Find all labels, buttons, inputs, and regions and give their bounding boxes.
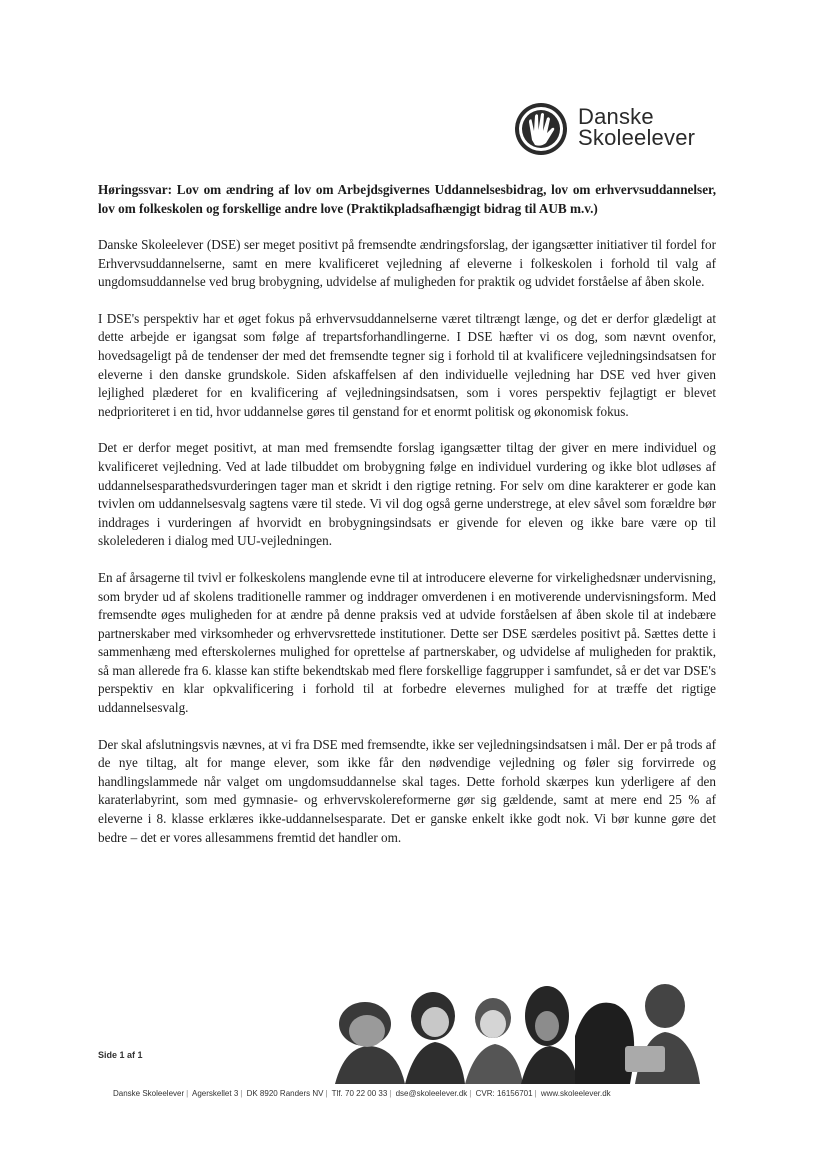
paragraph-4: En af årsagerne til tvivl er folkeskolens manglende evne til at introducere eleverne for virkelighedsnær undervisning, som bryder ud af skolens traditionelle rammer og inddrager omverdenen i en motiverende undervisningsform. Med fremsendte øges muligheden for at ændre på denne praksis ved at udvide forståelsen af åben skole til at indebære partnerskaber med virksomheder og erhvervsrettede institutioner. Dette ser DSE særdeles positivt på. Sættes dette i sammenhæng med efterskolernes mulighed for oprettelse af partnerskaber, og udvidelse af muligheden for praktik, så man allerede fra 6. klasse kan stifte bekendtskab med flere forskellige faggrupper i samfundet, så er det var DSE's perspektiv en klar opkvalificering i forhold til at forbedre elevernes mulighed for at træffe det rigtige uddannelsesvalg. bbox=[98, 569, 716, 716]
paragraph-1: Danske Skoleelever (DSE) ser meget positivt på fremsendte ændringsforslag, der igangsætter initiativer til fordel for Erhvervsuddannelserne, samt en mere kvalificeret vejledning af eleverne i folkeskolen i forhold til valg af ungdomsuddannelse ved brug brobygning, udvidelse af muligheden for praktik og udvidet forståelse af åben skole. bbox=[98, 237, 716, 290]
footer-address: Agerskellet 3 bbox=[192, 1089, 239, 1098]
paragraph-3: Det er derfor meget positivt, at man med fremsendte forslag igangsætter tiltag der giver en mere individuel og kvalificeret vejledning. Ved at lade tilbuddet om brobygning følge en individuel vurdering og ikke blot udløses af uddannelsesparathedsvurderingen tager man et skridt i den rigtige retning. For selv om dine karakterer er gode kan tvivlen om uddannelsesvalg sagtens være til stede. Vi vil dog også gerne understrege, at elev såvel som forældre bør inddrages i vurderingen af hvorvidt en brobygningsindsats er givende for eleven og ikke bare være op til skolelederen i dialog med UU-vejledningen. bbox=[98, 440, 716, 549]
paragraph-5: Der skal afslutningsvis nævnes, at vi fra DSE med fremsendte, ikke ser vejledningsindsatsen i mål. Der er på trods af de nye tiltag, alt for mange elever, som ikke får den nødvendige vejledning og føler sig forvirrede og handlingslammede når valget om ungdomsuddannelse skal tages. Dette forhold skærpes kun yderligere af den karaterlabyrint, som med gymnasie- og erhvervskolereformerne gør sig gældende, samt at mere end 25 % af eleverne i 8. klasse erklæres ikke-uddannelsesparate. Det er ganske enkelt ikke godt nok. Vi bør kunne gøre det bedre – det er vores allesammens fremtid det handler om. bbox=[98, 736, 716, 845]
footer-contact-line: Danske Skoleelever | Agerskellet 3 | DK 8920 Randers NV | Tlf. 70 22 00 33 | dse@skoleelever.dk | CVR: 16156701 | www.skoleelever.dk bbox=[113, 1089, 611, 1098]
logo-line-1: Danske bbox=[578, 104, 654, 129]
footer-org: Danske Skoleelever bbox=[113, 1089, 185, 1098]
paragraph-2: I DSE's perspektiv har et øget fokus på erhvervsuddannelserne været tiltrængt længe, og det er derfor glædeligt at dette arbejde er igangsat som følge af trepartsforhandlingerne. I DSE hæfter vi os dog, som nævnt ovenfor, hovedsageligt på de tendenser der med det fremsendte tegner sig i forhold til at kvalificere vejledningsindsatsen for eleverne i den danske grundskole. Siden afskaffelsen af den individuelle vejledning har DSE ved hver given lejlighed plæderet for en kvalificering af vejledningsindsatsen, som i vores perspektiv fejlagtigt er blevet nedprioriteret i en tid, hvor uddannelse gøres til genstand for et enormt politisk og økonomisk fokus. bbox=[98, 310, 716, 419]
footer-city: DK 8920 Randers NV bbox=[246, 1089, 324, 1098]
letter-body bbox=[98, 180, 716, 865]
footer-web[interactable]: www.skoleelever.dk bbox=[540, 1089, 611, 1098]
footer-email[interactable]: dse@skoleelever.dk bbox=[395, 1089, 468, 1098]
danske-skoleelever-logo bbox=[512, 100, 722, 158]
logo-wordmark bbox=[578, 106, 695, 148]
footer-cvr: CVR: 16156701 bbox=[475, 1089, 533, 1098]
footer-phone: Tlf. 70 22 00 33 bbox=[331, 1089, 388, 1098]
logo-line-2: Skoleelever bbox=[578, 125, 696, 150]
page-number: Side 1 af 1 bbox=[98, 1050, 143, 1060]
students-group-illustration bbox=[325, 976, 705, 1084]
letter-heading: Høringssvar: Lov om ændring af lov om Arbejdsgivernes Uddannelsesbidrag, lov om erhvervsuddannelser, lov om folkeskolen og forskellige andre love (Praktikpladsafhængigt bidrag til AUB m.v.) bbox=[98, 182, 716, 216]
hand-in-circle-icon bbox=[512, 100, 570, 158]
